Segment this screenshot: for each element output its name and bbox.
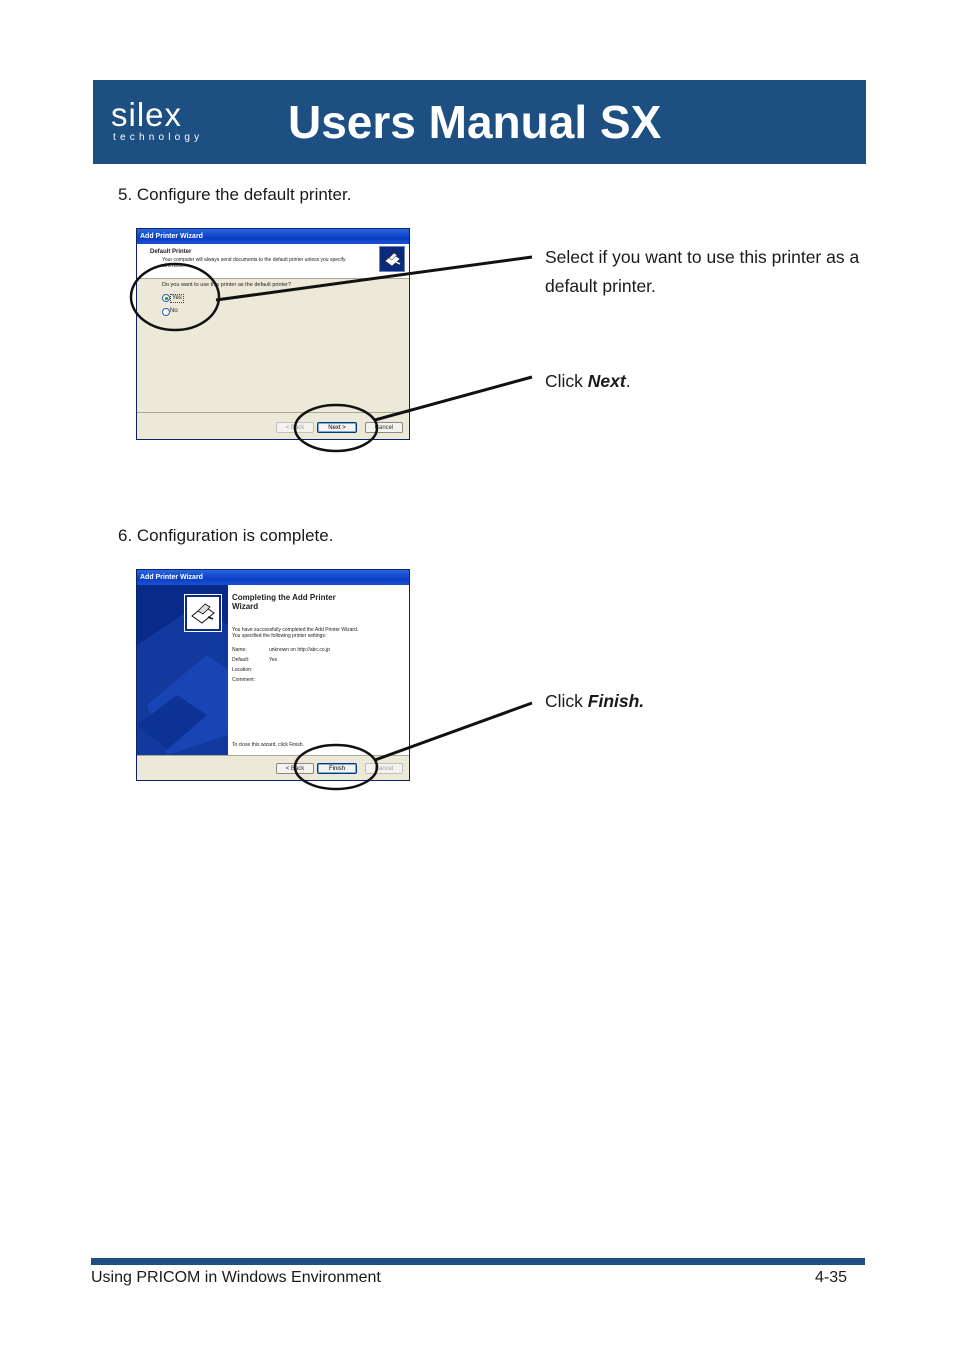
success-line2: You specified the following printer settings:	[232, 633, 327, 639]
success-line1: You have successfully completed the Add Printer Wizard.	[232, 627, 359, 633]
cancel-button[interactable]: Cancel	[365, 422, 403, 433]
dialog-title: Add Printer Wizard	[137, 229, 409, 244]
leader-line-finish	[375, 703, 532, 760]
silex-logo: silex	[111, 96, 183, 133]
setting-value: Yes	[269, 657, 278, 663]
next-button[interactable]: Next >	[317, 422, 357, 433]
callout-default-printer	[545, 243, 905, 301]
highlight-circle-next	[295, 405, 377, 451]
footer-rule	[91, 1258, 865, 1265]
setting-label: Location:	[232, 667, 253, 673]
radio-no-label[interactable]: No	[170, 308, 178, 314]
default-question: Do you want to use this printer as the default printer?	[162, 282, 292, 288]
page-title: Users Manual SX	[288, 96, 662, 148]
callout-click-next	[545, 367, 631, 396]
back-button[interactable]: < Back	[276, 422, 314, 433]
callout-next-suffix: .	[625, 371, 631, 391]
setting-value: unknown on http://abc.co.jp	[269, 647, 330, 653]
highlight-circle-radio	[131, 264, 219, 330]
completing-title-line1: Completing the Add Printer	[232, 593, 336, 602]
step-6-heading: 6. Configuration is complete.	[118, 526, 334, 545]
setting-label: Name:	[232, 647, 247, 653]
dialog-title: Add Printer Wizard	[137, 570, 409, 585]
footer-section-title: Using PRICOM in Windows Environment	[91, 1269, 381, 1286]
leader-line-next	[375, 377, 532, 420]
page-number: 4-35	[815, 1269, 848, 1286]
callout-default-line2: default printer.	[545, 276, 656, 296]
close-hint: To close this wizard, click Finish.	[232, 742, 304, 748]
setting-label: Default:	[232, 657, 250, 663]
silex-logo-subtitle: technology	[113, 132, 204, 143]
section-title: Default Printer	[150, 249, 192, 255]
step-5-heading: 5. Configure the default printer.	[118, 185, 352, 204]
callout-default-line1: Select if you want to use this printer as a	[545, 247, 860, 267]
callout-click-finish	[545, 687, 644, 716]
section-desc-line2: otherwise.	[162, 263, 185, 269]
setting-label: Comment:	[232, 677, 256, 683]
callout-next-bold: Next	[587, 371, 626, 391]
finish-button[interactable]: Finish	[317, 763, 357, 774]
callout-finish-bold: Finish.	[587, 691, 645, 711]
callout-finish-prefix: Click	[545, 691, 588, 711]
radio-yes-label[interactable]: Yes	[172, 295, 182, 301]
leader-line-default	[216, 257, 532, 300]
completing-title-line2: Wizard	[232, 602, 259, 611]
callout-next-prefix: Click	[545, 371, 588, 391]
cancel-button[interactable]: Cancel	[365, 763, 403, 774]
highlight-circle-finish	[295, 745, 377, 789]
section-desc-line1: Your computer will always send documents to the default printer unless you specify	[162, 257, 346, 263]
back-button[interactable]: < Back	[276, 763, 314, 774]
